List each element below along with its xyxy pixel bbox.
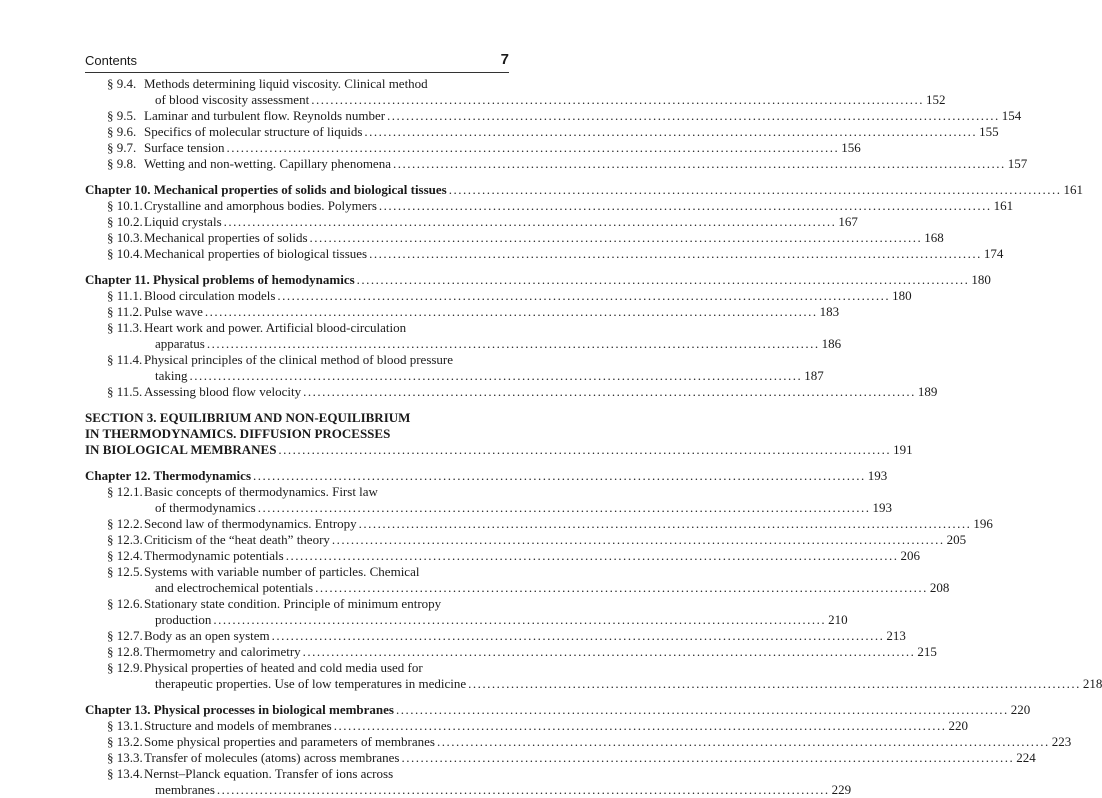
dot-leader: ................................................................................................................................. (226, 140, 840, 155)
toc-entry-11-3-cont[interactable] (85, 336, 842, 352)
section-heading: IN THERMODYNAMICS. DIFFUSION PROCESSES (85, 426, 391, 441)
page-ref: 183 (819, 304, 840, 319)
toc-entry-10-2[interactable] (85, 214, 858, 230)
dot-leader: ................................................................................................................................. (401, 750, 1015, 765)
header-rule (85, 72, 509, 73)
entry-title: Heart work and power. Artificial blood-circulation (144, 320, 407, 335)
entry-title: Basic concepts of thermodynamics. First law (144, 484, 378, 499)
page-ref: 152 (925, 92, 946, 107)
entry-title: Structure and models of membranes (144, 718, 332, 733)
dot-leader: ................................................................................................................................. (278, 442, 892, 457)
toc-entry-11-3[interactable] (85, 320, 509, 336)
section-number: § 9.6. (107, 124, 137, 139)
toc-entry-10-1[interactable] (85, 198, 1014, 214)
toc-chapter-13[interactable] (85, 702, 1031, 718)
dot-leader: ................................................................................................................................. (257, 500, 871, 515)
entry-title: apparatus (155, 336, 205, 351)
page-ref: 196 (973, 516, 993, 531)
toc-entry-9-8[interactable] (85, 156, 1028, 172)
toc-entry-10-3[interactable] (85, 230, 944, 246)
entry-title: of blood viscosity assessment (155, 92, 310, 107)
entry-title: Transfer of molecules (atoms) across membranes (144, 750, 400, 765)
entry-title: Pulse wave (144, 304, 203, 319)
toc-entry-11-4[interactable] (85, 352, 509, 368)
page-ref: 189 (917, 384, 938, 399)
dot-leader: ................................................................................................................................. (285, 548, 899, 563)
page-number: 7 (500, 51, 509, 68)
toc-entry-11-1[interactable] (85, 288, 912, 304)
dot-leader: ................................................................................................................................. (311, 92, 924, 107)
toc-entry-12-5[interactable] (85, 564, 509, 580)
section-number: § 13.1. (107, 718, 143, 733)
dot-leader: ................................................................................................................................. (396, 702, 1009, 717)
entry-title: of thermodynamics (155, 500, 256, 515)
toc-entry-13-4-cont[interactable] (85, 782, 852, 798)
toc-entry-9-6[interactable] (85, 124, 999, 140)
dot-leader: ................................................................................................................................. (253, 468, 866, 483)
dot-leader: ................................................................................................................................. (364, 124, 978, 139)
page-ref: 218 (1082, 676, 1102, 691)
entry-title: and electrochemical potentials (155, 580, 314, 595)
toc-entry-11-4-cont[interactable] (85, 368, 824, 384)
section-number: § 9.7. (107, 140, 137, 155)
toc-entry-10-4[interactable] (85, 246, 1004, 262)
section-heading: SECTION 3. EQUILIBRIUM AND NON-EQUILIBRIUM (85, 410, 411, 425)
section-number: § 10.4. (107, 246, 143, 261)
page-ref: 193 (872, 500, 892, 515)
dot-leader: ................................................................................................................................. (356, 272, 970, 287)
toc-entry-12-9-cont[interactable] (85, 676, 1102, 692)
toc-entry-12-6[interactable] (85, 596, 509, 612)
entry-title: Surface tension (144, 140, 225, 155)
toc-section-3[interactable] (85, 410, 509, 426)
page-ref: 215 (917, 644, 937, 659)
entry-title: Body as an open system (144, 628, 270, 643)
toc-chapter-12[interactable] (85, 468, 888, 484)
running-head-title: Contents (85, 53, 138, 68)
section-number: § 12.6. (107, 596, 143, 611)
page-ref: 186 (821, 336, 842, 351)
toc-entry-13-3[interactable] (85, 750, 1036, 766)
dot-leader: ................................................................................................................................. (315, 580, 928, 595)
entry-title: taking (155, 368, 188, 383)
entry-title: Wetting and non-wetting. Capillary phenomena (144, 156, 391, 171)
toc-entry-13-2[interactable] (85, 734, 1072, 750)
entry-title: therapeutic properties. Use of low temperatures in medicine (155, 676, 467, 691)
toc-entry-12-9[interactable] (85, 660, 509, 676)
entry-title: Crystalline and amorphous bodies. Polymers (144, 198, 377, 213)
entry-title: Blood circulation models (144, 288, 276, 303)
entry-title: production (155, 612, 212, 627)
section-number: § 12.7. (107, 628, 143, 643)
page-ref: 223 (1051, 734, 1072, 749)
toc-entry-12-7[interactable] (85, 628, 906, 644)
toc-entry-9-7[interactable] (85, 140, 861, 156)
chapter-title: Chapter 12. Thermodynamics (85, 468, 251, 483)
toc-entry-12-8[interactable] (85, 644, 937, 660)
entry-title: Some physical properties and parameters of membranes (144, 734, 435, 749)
section-number: § 13.4. (107, 766, 143, 781)
dot-leader: ................................................................................................................................. (303, 384, 916, 399)
page-ref: 220 (1010, 702, 1031, 717)
dot-leader: ................................................................................................................................. (277, 288, 891, 303)
toc-entry-9-4[interactable] (85, 76, 509, 92)
toc-entry-12-4[interactable] (85, 548, 920, 564)
section-number: § 13.2. (107, 734, 143, 749)
toc-entry-12-6-cont[interactable] (85, 612, 848, 628)
page-ref: 180 (971, 272, 991, 287)
section-heading: IN BIOLOGICAL MEMBRANES (85, 442, 277, 457)
section-number: § 11.5. (107, 384, 143, 399)
section-number: § 11.3. (107, 320, 143, 335)
dot-leader: ................................................................................................................................. (448, 182, 1062, 197)
section-number: § 12.2. (107, 516, 143, 531)
chapter-title: Chapter 13. Physical processes in biological membranes (85, 702, 394, 717)
page-ref: 187 (804, 368, 824, 383)
section-number: § 11.1. (107, 288, 143, 303)
page-ref: 229 (831, 782, 852, 797)
dot-leader: ................................................................................................................................. (387, 108, 1000, 123)
chapter-title: Chapter 11. Physical problems of hemodynamics (85, 272, 355, 287)
page-ref: 210 (828, 612, 848, 627)
page-ref: 161 (1063, 182, 1083, 197)
dot-leader: ................................................................................................................................. (204, 304, 818, 319)
entry-title: membranes (155, 782, 215, 797)
page-ref: 174 (983, 246, 1004, 261)
toc-entry-12-5-cont[interactable] (85, 580, 950, 596)
toc-entry-13-4[interactable] (85, 766, 509, 782)
entry-title: Physical principles of the clinical method of blood pressure (144, 352, 454, 367)
section-number: § 9.8. (107, 156, 137, 171)
entry-title: Thermometry and calorimetry (144, 644, 301, 659)
section-number: § 12.1. (107, 484, 143, 499)
entry-title: Criticism of the “heat death” theory (144, 532, 330, 547)
toc-entry-13-1[interactable] (85, 718, 968, 734)
section-number: § 10.3. (107, 230, 143, 245)
dot-leader: ................................................................................................................................. (216, 782, 830, 797)
toc-entry-9-4-cont[interactable] (85, 92, 946, 108)
toc-section-3-cont-2[interactable] (85, 442, 913, 458)
page-ref: 168 (924, 230, 944, 245)
page-ref: 191 (893, 442, 913, 457)
dot-leader: ................................................................................................................................. (213, 612, 827, 627)
page-ref: 154 (1001, 108, 1022, 123)
entry-title: Stationary state condition. Principle of minimum entropy (144, 596, 442, 611)
dot-leader: ................................................................................................................................. (369, 246, 982, 261)
page-ref: 206 (900, 548, 920, 563)
page-ref: 205 (946, 532, 967, 547)
entry-title: Specifics of molecular structure of liquids (144, 124, 363, 139)
dot-leader: ................................................................................................................................. (206, 336, 820, 351)
dot-leader: ................................................................................................................................. (378, 198, 992, 213)
entry-title: Thermodynamic potentials (144, 548, 284, 563)
dot-leader: ................................................................................................................................. (309, 230, 923, 245)
section-number: § 12.5. (107, 564, 143, 579)
toc-entry-11-5[interactable] (85, 384, 938, 400)
section-number: § 13.3. (107, 750, 143, 765)
toc-chapter-11[interactable] (85, 272, 991, 288)
toc-entry-12-1[interactable] (85, 484, 509, 500)
section-number: § 10.2. (107, 214, 143, 229)
entry-title: Second law of thermodynamics. Entropy (144, 516, 357, 531)
entry-title: Methods determining liquid viscosity. Clinical method (144, 76, 428, 91)
page-ref: 161 (993, 198, 1014, 213)
dot-leader: ................................................................................................................................. (271, 628, 885, 643)
page-ref: 208 (929, 580, 950, 595)
page-ref: 213 (886, 628, 906, 643)
section-number: § 9.5. (107, 108, 137, 123)
page-ref: 156 (841, 140, 861, 155)
entry-title: Nernst–Planck equation. Transfer of ions across (144, 766, 394, 781)
dot-leader: ................................................................................................................................. (392, 156, 1006, 171)
section-number: § 9.4. (107, 76, 137, 91)
section-number: § 12.8. (107, 644, 143, 659)
table-of-contents (85, 76, 1102, 798)
toc-entry-12-3[interactable] (85, 532, 967, 548)
page-ref: 220 (948, 718, 968, 733)
dot-leader: ................................................................................................................................. (468, 676, 1081, 691)
page-ref: 157 (1007, 156, 1028, 171)
chapter-title: Chapter 10. Mechanical properties of solids and biological tissues (85, 182, 447, 197)
page-ref: 167 (838, 214, 858, 229)
section-number: § 12.3. (107, 532, 143, 547)
toc-entry-12-2[interactable] (85, 516, 993, 532)
section-number: § 11.4. (107, 352, 143, 367)
dot-leader: ................................................................................................................................. (189, 368, 803, 383)
entry-title: Liquid crystals (144, 214, 222, 229)
toc-chapter-10[interactable] (85, 182, 1083, 198)
toc-section-3-cont-1[interactable] (85, 426, 509, 442)
dot-leader: ................................................................................................................................. (358, 516, 972, 531)
section-number: § 10.1. (107, 198, 143, 213)
section-number: § 11.2. (107, 304, 143, 319)
page-header (85, 51, 509, 71)
dot-leader: ................................................................................................................................. (223, 214, 837, 229)
entry-title: Physical properties of heated and cold media used for (144, 660, 423, 675)
page-ref: 180 (892, 288, 912, 303)
dot-leader: ................................................................................................................................. (436, 734, 1050, 749)
dot-leader: ................................................................................................................................. (331, 532, 945, 547)
entry-title: Mechanical properties of solids (144, 230, 308, 245)
page-ref: 193 (867, 468, 888, 483)
page-ref: 224 (1016, 750, 1036, 765)
section-number: § 12.4. (107, 548, 143, 563)
toc-entry-11-2[interactable] (85, 304, 840, 320)
section-number: § 12.9. (107, 660, 143, 675)
entry-title: Mechanical properties of biological tissues (144, 246, 368, 261)
entry-title: Laminar and turbulent flow. Reynolds number (144, 108, 386, 123)
dot-leader: ................................................................................................................................. (302, 644, 916, 659)
entry-title: Assessing blood flow velocity (144, 384, 302, 399)
toc-entry-9-5[interactable] (85, 108, 1022, 124)
entry-title: Systems with variable number of particles. Chemical (144, 564, 420, 579)
toc-entry-12-1-cont[interactable] (85, 500, 892, 516)
dot-leader: ................................................................................................................................. (333, 718, 947, 733)
page-ref: 155 (979, 124, 999, 139)
